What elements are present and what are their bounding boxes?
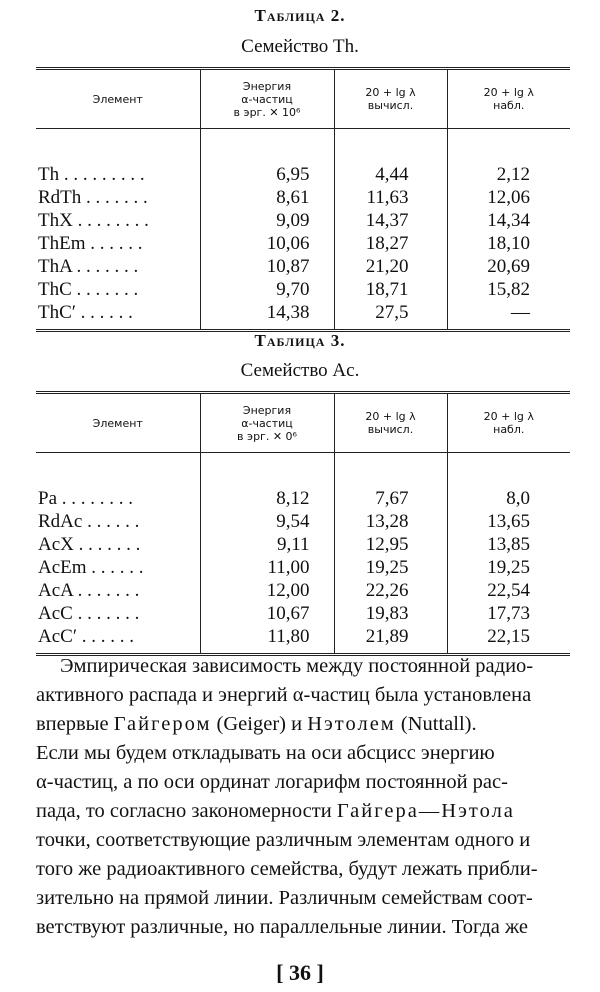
cell-calc: 21,20 bbox=[334, 255, 447, 278]
cell-element: ThEm . . . . . . bbox=[38, 233, 143, 254]
cell-energy: 9,54 bbox=[200, 510, 334, 533]
cell-energy: 8,12 bbox=[200, 487, 334, 510]
cell-calc: 7,67 bbox=[334, 487, 447, 510]
table-row bbox=[36, 602, 570, 625]
cell-element: ThC′ . . . . . . bbox=[38, 302, 133, 323]
cell-element: AcC′ . . . . . . bbox=[38, 626, 134, 647]
cell-obs: 18,10 bbox=[447, 232, 570, 255]
header-energy-line2: α-частиц bbox=[241, 416, 293, 430]
paragraph-line: точки, соответствующие различным элементам одного и bbox=[36, 829, 531, 851]
table-row bbox=[36, 510, 570, 533]
cell-energy: 11,80 bbox=[200, 625, 334, 655]
table-row bbox=[36, 163, 570, 186]
table-actinium bbox=[36, 391, 570, 656]
cell-energy: 10,87 bbox=[200, 255, 334, 278]
paragraph-line: зительно на прямой линии. Различным семействам соот- bbox=[36, 887, 533, 909]
text-fragment: впервые bbox=[36, 713, 114, 735]
body-paragraph bbox=[36, 652, 570, 942]
header-energy-line1: Энергия bbox=[242, 403, 292, 417]
cell-energy: 9,09 bbox=[200, 209, 334, 232]
cell-obs: 19,25 bbox=[447, 556, 570, 579]
table-row bbox=[36, 278, 570, 301]
table-header bbox=[36, 69, 570, 129]
cell-energy: 14,38 bbox=[200, 301, 334, 331]
cell-energy: 11,00 bbox=[200, 556, 334, 579]
header-calc-line1: 20 + lg λ bbox=[365, 410, 416, 423]
header-element: Элемент bbox=[36, 393, 200, 453]
cell-energy: 8,61 bbox=[200, 186, 334, 209]
header-element: Элемент bbox=[36, 69, 200, 129]
cell-obs: 13,65 bbox=[447, 510, 570, 533]
cell-element: AcA . . . . . . . bbox=[38, 580, 140, 601]
cell-calc: 12,95 bbox=[334, 533, 447, 556]
cell-calc: 22,26 bbox=[334, 579, 447, 602]
name-geiger-nuttall: Гайгера—Нэтола bbox=[336, 800, 515, 822]
cell-energy: 10,67 bbox=[200, 602, 334, 625]
cell-obs: 22,54 bbox=[447, 579, 570, 602]
cell-element: RdTh . . . . . . . bbox=[38, 187, 148, 208]
cell-obs: 14,34 bbox=[447, 209, 570, 232]
header-energy-line2: α-частиц bbox=[241, 92, 293, 106]
paragraph-line: активного распада и энергий α-частиц была установлена bbox=[36, 684, 532, 706]
cell-obs: 8,0 bbox=[447, 487, 570, 510]
table3-family: Семейство Ac. bbox=[240, 360, 360, 381]
header-obs-line2: набл. bbox=[493, 99, 525, 112]
cell-obs: 17,73 bbox=[447, 602, 570, 625]
cell-calc: 11,63 bbox=[334, 186, 447, 209]
paragraph-line: ветствуют различные, но параллельные линии. Тогда же bbox=[36, 916, 529, 938]
header-obs bbox=[447, 69, 570, 129]
cell-obs: — bbox=[447, 301, 570, 331]
header-obs-line1: 20 + lg λ bbox=[483, 86, 534, 99]
table-row bbox=[36, 301, 570, 331]
table-row bbox=[36, 232, 570, 255]
cell-energy: 9,11 bbox=[200, 533, 334, 556]
cell-obs: 15,82 bbox=[447, 278, 570, 301]
table3-title: Таблица 3. bbox=[254, 331, 346, 350]
table-row bbox=[36, 209, 570, 232]
cell-calc: 4,44 bbox=[334, 163, 447, 186]
header-calc-line1: 20 + lg λ bbox=[365, 86, 416, 99]
table-row bbox=[36, 625, 570, 655]
cell-obs: 13,85 bbox=[447, 533, 570, 556]
cell-calc: 14,37 bbox=[334, 209, 447, 232]
text-fragment: (Geiger) и bbox=[211, 713, 308, 735]
cell-element: ThA . . . . . . . bbox=[38, 256, 139, 277]
header-calc bbox=[334, 69, 447, 129]
cell-energy: 10,06 bbox=[200, 232, 334, 255]
table-row bbox=[36, 533, 570, 556]
cell-calc: 19,25 bbox=[334, 556, 447, 579]
cell-calc: 13,28 bbox=[334, 510, 447, 533]
table-thorium bbox=[36, 67, 570, 332]
cell-obs: 20,69 bbox=[447, 255, 570, 278]
header-energy-line3: в эрг. ✕ 10⁶ bbox=[233, 105, 301, 119]
header-calc-line2: вычисл. bbox=[367, 423, 414, 436]
header-energy-line3: в эрг. ✕ 0⁶ bbox=[237, 429, 297, 443]
cell-element: AcEm . . . . . . bbox=[38, 557, 144, 578]
header-energy bbox=[200, 393, 334, 453]
header-calc-line2: вычисл. bbox=[367, 99, 414, 112]
cell-energy: 12,00 bbox=[200, 579, 334, 602]
cell-energy: 9,70 bbox=[200, 278, 334, 301]
table-row bbox=[36, 186, 570, 209]
cell-element: ThX . . . . . . . . bbox=[38, 210, 149, 231]
table-header bbox=[36, 393, 570, 453]
cell-element: Th . . . . . . . . . bbox=[38, 164, 145, 185]
paragraph-line: того же радиоактивного семейства, будут лежать прибли- bbox=[36, 858, 538, 880]
table-row bbox=[36, 556, 570, 579]
page-number: [ 36 ] bbox=[276, 960, 324, 985]
cell-calc: 18,27 bbox=[334, 232, 447, 255]
text-fragment: пада, то согласно закономерности bbox=[36, 800, 337, 822]
header-obs-line1: 20 + lg λ bbox=[483, 410, 534, 423]
cell-calc: 21,89 bbox=[334, 625, 447, 655]
cell-obs: 12,06 bbox=[447, 186, 570, 209]
cell-calc: 19,83 bbox=[334, 602, 447, 625]
table-row bbox=[36, 255, 570, 278]
cell-obs: 22,15 bbox=[447, 625, 570, 655]
paragraph-line bbox=[36, 797, 570, 826]
cell-element: RdAc . . . . . . bbox=[38, 511, 140, 532]
cell-calc: 18,71 bbox=[334, 278, 447, 301]
text-fragment: (Nuttall). bbox=[395, 713, 477, 735]
name-geiger: Гайгером bbox=[113, 713, 212, 735]
header-obs-line2: набл. bbox=[493, 423, 525, 436]
paragraph-line: Если мы будем откладывать на оси абсцисс энергию bbox=[36, 742, 495, 764]
paragraph-line: Эмпирическая зависимость между постоянной радио- bbox=[60, 655, 534, 677]
header-calc bbox=[334, 393, 447, 453]
cell-element: AcX . . . . . . . bbox=[38, 534, 141, 555]
cell-element: ThC . . . . . . . bbox=[38, 279, 139, 300]
header-energy-line1: Энергия bbox=[242, 79, 292, 93]
cell-energy: 6,95 bbox=[200, 163, 334, 186]
header-energy bbox=[200, 69, 334, 129]
cell-element: AcC . . . . . . . bbox=[38, 603, 140, 624]
cell-obs: 2,12 bbox=[447, 163, 570, 186]
cell-calc: 27,5 bbox=[334, 301, 447, 331]
table-row bbox=[36, 579, 570, 602]
paragraph-line bbox=[36, 710, 570, 739]
table2-family: Семейство Th. bbox=[241, 36, 359, 57]
name-nuttall: Нэтолем bbox=[307, 713, 396, 735]
table2-title: Таблица 2. bbox=[254, 6, 346, 25]
paragraph-line: α-частиц, а по оси ординат логарифм постоянной рас- bbox=[36, 771, 508, 793]
table-row bbox=[36, 487, 570, 510]
header-obs bbox=[447, 393, 570, 453]
cell-element: Pa . . . . . . . . bbox=[38, 488, 133, 509]
